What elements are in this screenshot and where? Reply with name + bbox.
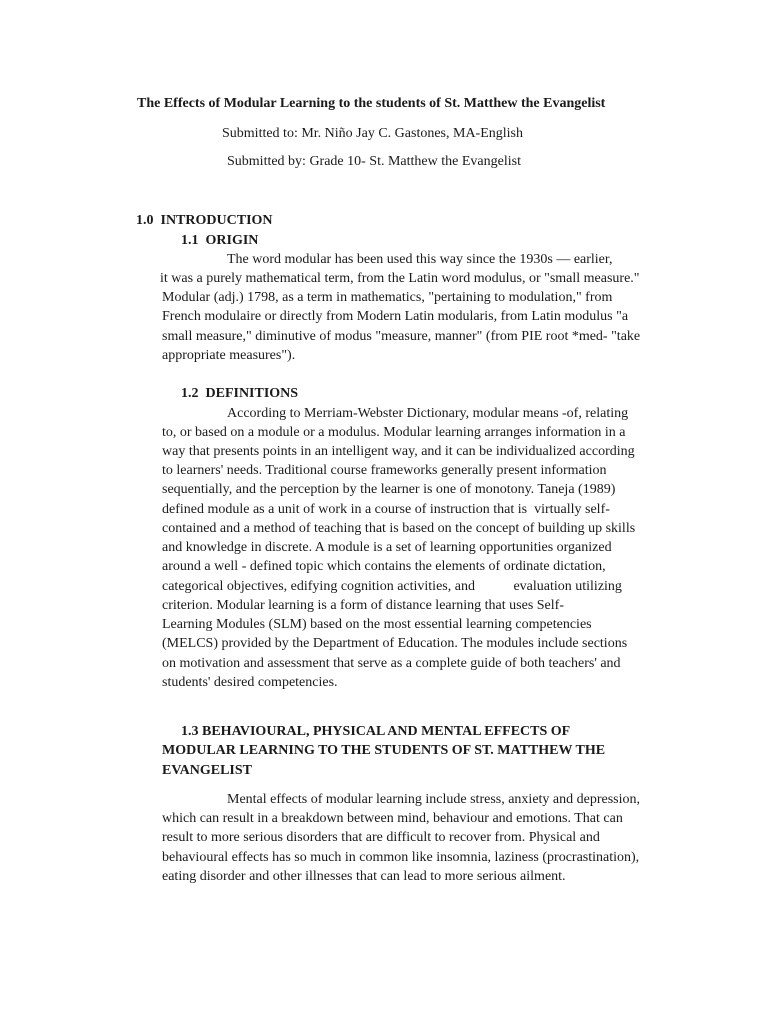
- paragraph-line: to, or based on a module or a modulus. Modular learning arranges information in a: [162, 425, 626, 440]
- paragraph-line: criterion. Modular learning is a form of distance learning that uses Self-: [162, 598, 564, 613]
- paragraph-line: sequentially, and the perception by the learner is one of monotony. Taneja (1989): [162, 482, 616, 497]
- paragraph-line: on motivation and assessment that serve as a complete guide of both teachers' and: [162, 656, 621, 671]
- paragraph-line: contained and a method of teaching that is based on the concept of building up skills: [162, 521, 636, 536]
- paragraph-line: it was a purely mathematical term, from the Latin word modulus, or "small measure.": [160, 271, 640, 286]
- paragraph-line: eating disorder and other illnesses that can lead to more serious ailment.: [162, 869, 566, 884]
- paragraph-line: around a well - defined topic which contains the elements of ordinate dictation,: [162, 559, 606, 574]
- paragraph-line: defined module as a unit of work in a course of instruction that is virtually self-: [162, 502, 610, 517]
- paragraph-line: According to Merriam-Webster Dictionary, modular means -of, relating: [227, 406, 629, 421]
- paragraph-line: Modular (adj.) 1798, as a term in mathematics, "pertaining to modulation," from: [162, 290, 613, 305]
- paragraph-line: Learning Modules (SLM) based on the most essential learning competencies: [162, 617, 592, 632]
- subsection-heading-definitions: 1.2 DEFINITIONS: [181, 386, 299, 401]
- paragraph-line: to learners' needs. Traditional course frameworks generally present information: [162, 463, 607, 478]
- subsection-heading-effects: EVANGELIST: [162, 763, 253, 778]
- submitted-by: Submitted by: Grade 10- St. Matthew the Evangelist: [227, 154, 521, 169]
- paragraph-line: behavioural effects has so much in common like insomnia, laziness (procrastination),: [162, 850, 640, 865]
- paragraph-line: The word modular has been used this way since the 1930s — earlier,: [227, 252, 613, 267]
- paragraph-line: way that presents points in an intelligent way, and it can be individualized according: [162, 444, 635, 459]
- subsection-heading-effects: 1.3 BEHAVIOURAL, PHYSICAL AND MENTAL EFFECTS OF: [181, 724, 571, 739]
- paragraph-line: categorical objectives, edifying cognition activities, and evaluation utilizing: [162, 579, 622, 594]
- paragraph-line: Mental effects of modular learning include stress, anxiety and depression,: [227, 792, 641, 807]
- section-heading-introduction: 1.0 INTRODUCTION: [136, 213, 273, 228]
- paragraph-line: small measure," diminutive of modus "measure, manner" (from PIE root *med- "take: [162, 329, 641, 344]
- paragraph-line: students' desired competencies.: [162, 675, 338, 690]
- subsection-heading-origin: 1.1 ORIGIN: [181, 233, 259, 248]
- paragraph-line: French modulaire or directly from Modern Latin modularis, from Latin modulus "a: [162, 309, 629, 324]
- paragraph-line: appropriate measures").: [162, 348, 296, 363]
- paragraph-line: and knowledge in discrete. A module is a set of learning opportunities organized: [162, 540, 612, 555]
- paragraph-line: which can result in a breakdown between mind, behaviour and emotions. That can: [162, 811, 623, 826]
- document-title: The Effects of Modular Learning to the students of St. Matthew the Evangelist: [137, 96, 606, 111]
- paragraph-line: result to more serious disorders that are difficult to recover from. Physical and: [162, 830, 600, 845]
- subsection-heading-effects: MODULAR LEARNING TO THE STUDENTS OF ST. MATTHEW THE: [162, 743, 606, 758]
- paragraph-line: (MELCS) provided by the Department of Education. The modules include sections: [162, 636, 628, 651]
- submitted-to: Submitted to: Mr. Niño Jay C. Gastones, MA-English: [222, 126, 523, 141]
